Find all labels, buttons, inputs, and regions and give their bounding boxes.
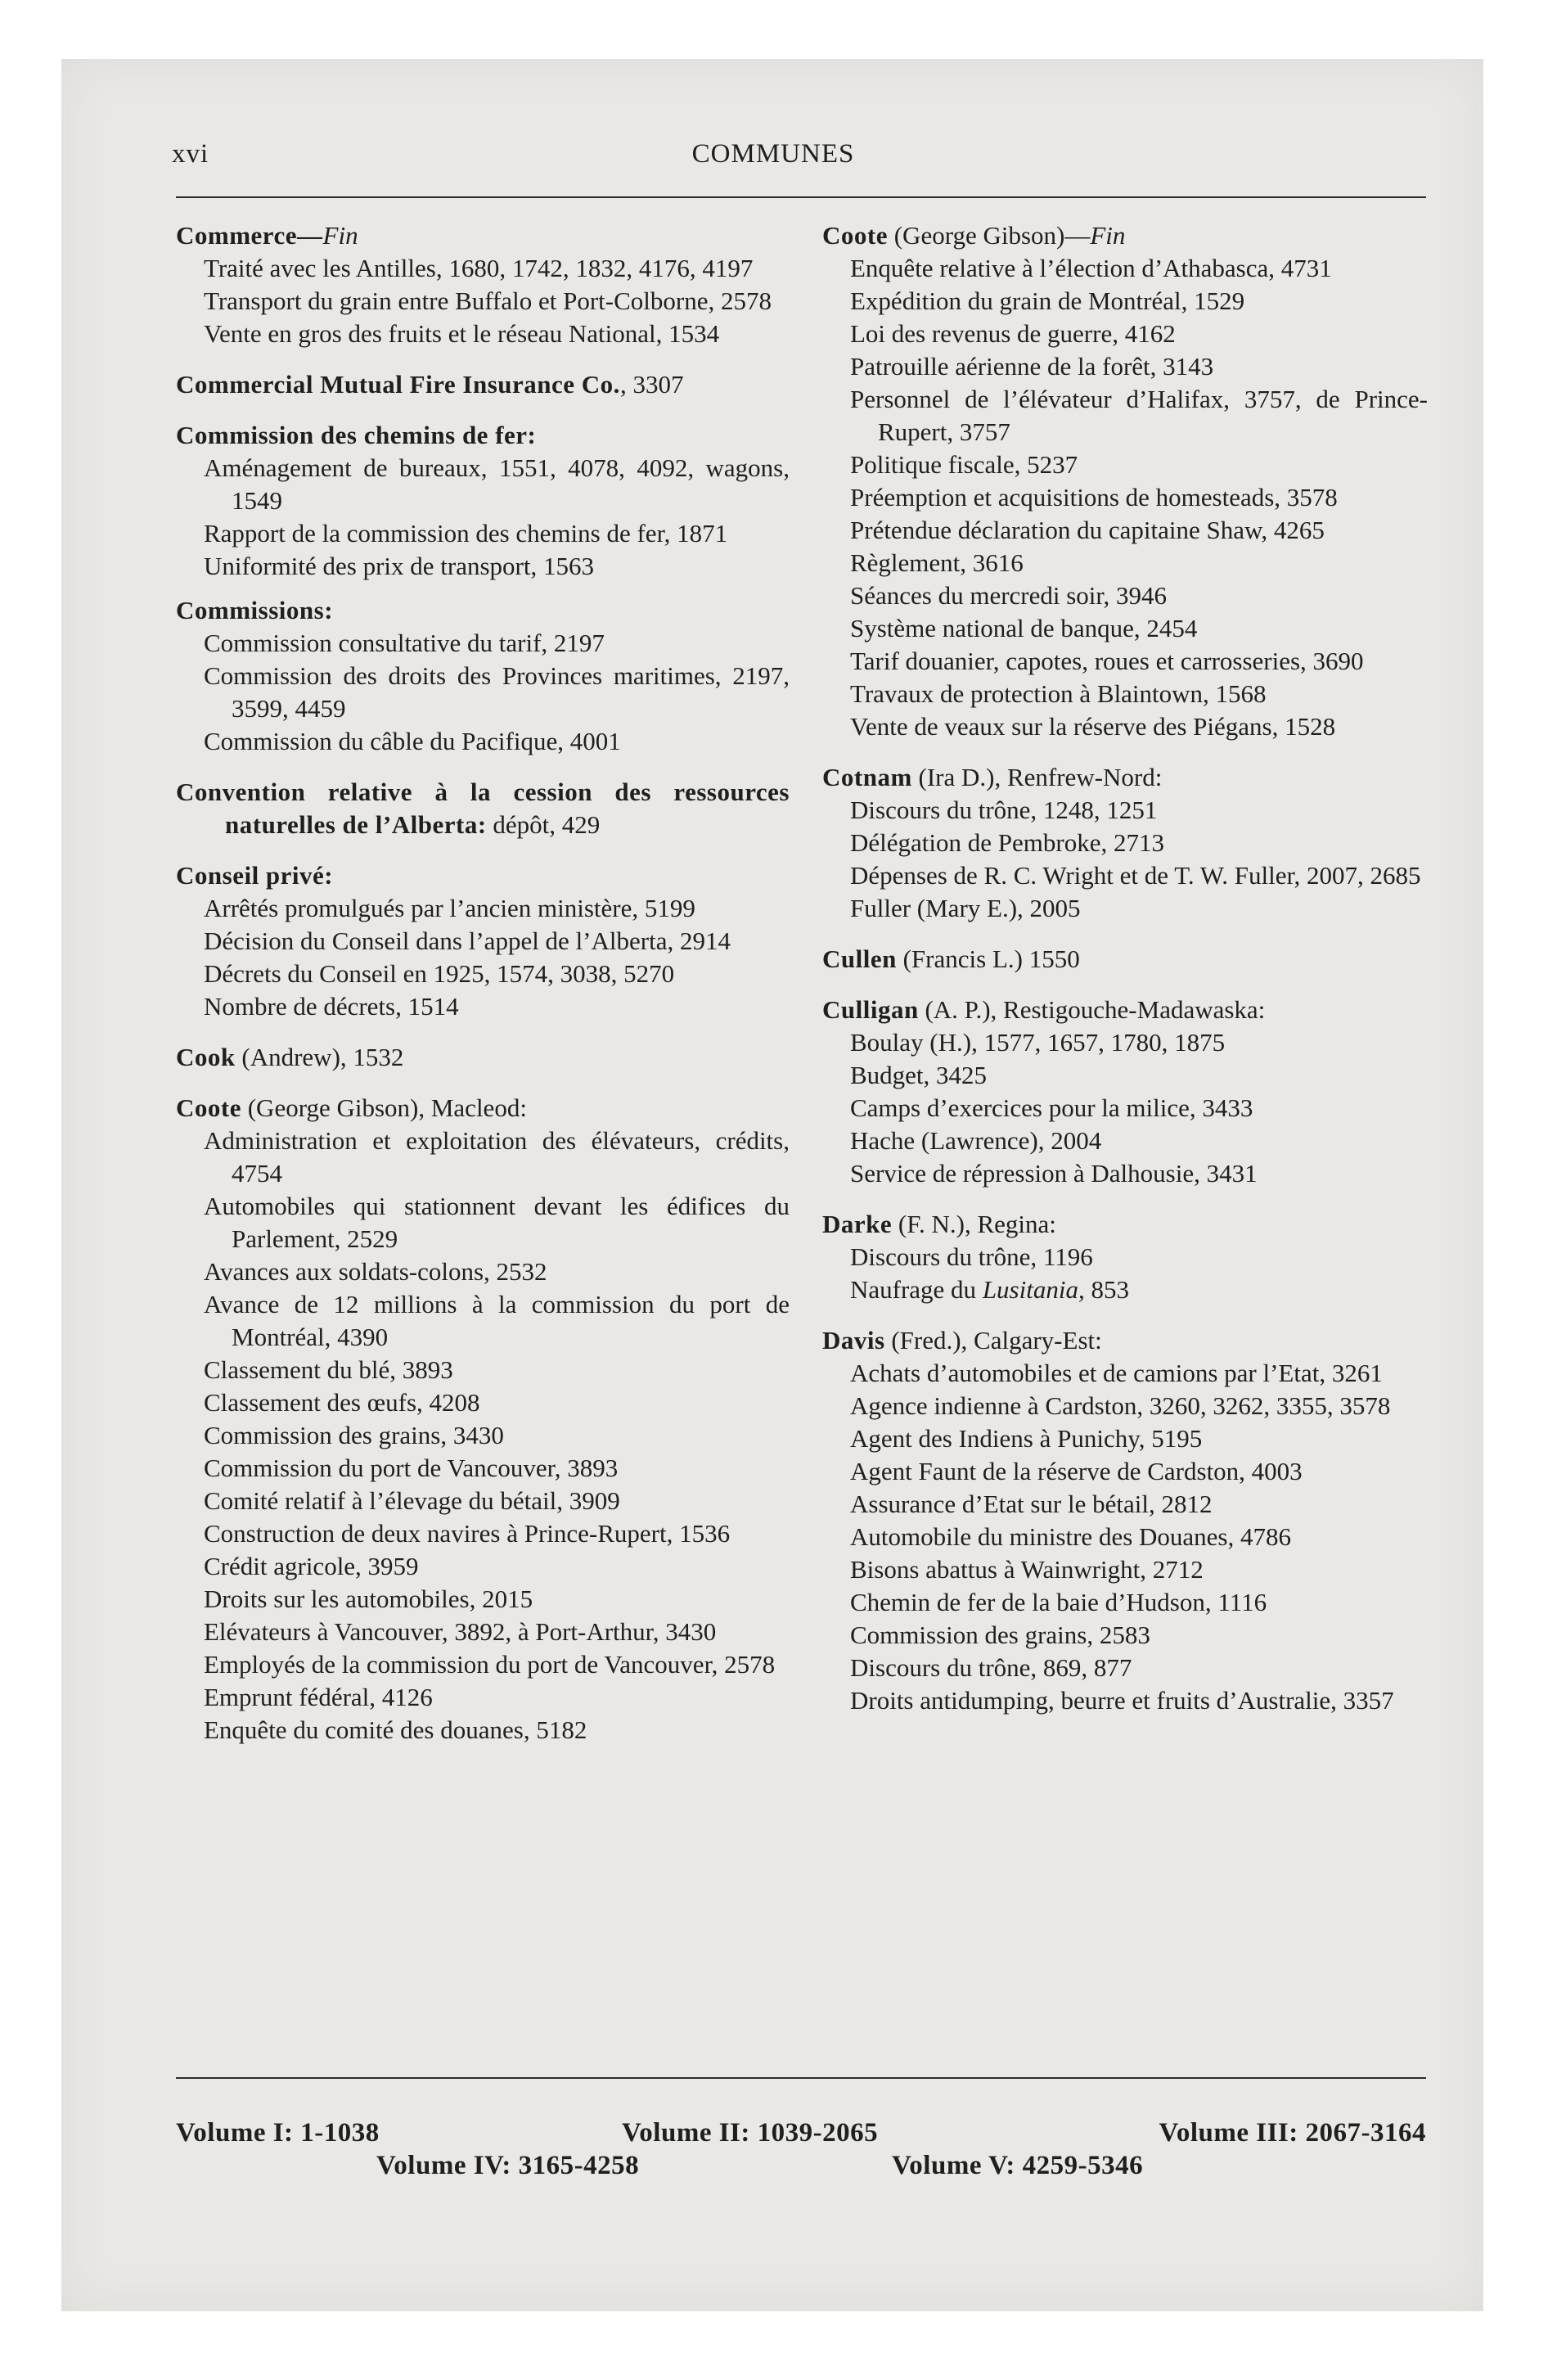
entry-text: Bisons abattus à Wainwright, 2712 <box>850 1555 1204 1584</box>
index-heading <box>176 1092 790 1125</box>
index-entry <box>822 1157 1428 1190</box>
entry-title: Lusitania, <box>982 1275 1085 1304</box>
heading-name: Darke <box>822 1210 893 1238</box>
entry-text: Commission des droits des Provinces maritimes, 2197, 3599, 4459 <box>204 661 790 723</box>
volume-range-5: Volume V: 4259-5346 <box>892 2151 1144 2180</box>
index-entry <box>176 725 790 758</box>
entry-text: Commission des grains, 2583 <box>850 1620 1150 1649</box>
heading-name: Cook <box>176 1043 236 1071</box>
entry-text: Fuller (Mary E.), 2005 <box>850 894 1081 922</box>
heading-name: Culligan <box>822 995 919 1024</box>
index-entry <box>822 892 1428 925</box>
entry-text: Traité avec les Antilles, 1680, 1742, 1832, 4176, 4197 <box>204 254 754 282</box>
entry-text: Classement des œufs, 4208 <box>204 1388 480 1417</box>
entry-text: Commission du câble du Pacifique, 4001 <box>204 727 621 755</box>
entry-text: Enquête du comité des douanes, 5182 <box>204 1715 587 1744</box>
entry-text: Droits sur les automobiles, 2015 <box>204 1584 533 1613</box>
index-entry <box>176 990 790 1023</box>
entry-text: Commission consultative du tarif, 2197 <box>204 629 605 657</box>
entry-text: Discours du trône, 869, 877 <box>850 1653 1132 1682</box>
running-title: COMMUNES <box>691 139 855 169</box>
index-entry <box>822 1390 1428 1422</box>
index-entry <box>822 318 1428 350</box>
heading-name: Cotnam <box>822 763 912 791</box>
heading-detail: (Francis L.) 1550 <box>896 944 1080 973</box>
index-entry <box>176 1550 790 1583</box>
heading-name: Coote <box>822 221 888 250</box>
heading-detail: , 3307 <box>619 370 684 399</box>
index-entry <box>822 612 1428 645</box>
entry-text: Elévateurs à Vancouver, 3892, à Port-Arthur, 3430 <box>204 1617 717 1646</box>
entry-text: Discours du trône, 1196 <box>850 1242 1093 1271</box>
index-entry <box>822 481 1428 514</box>
heading-name: Commerce— <box>176 221 323 250</box>
heading-name: Convention relative à la cession des ressources naturelles de l’Alberta: <box>176 778 790 839</box>
entry-text: Rapport de la commission des chemins de fer, 1871 <box>204 519 728 548</box>
entry-text: Avance de 12 millions à la commission du port de Montréal, 4390 <box>204 1290 790 1351</box>
index-entry <box>822 547 1428 579</box>
index-entry <box>176 1255 790 1288</box>
index-entry <box>176 627 790 660</box>
index-entry <box>176 958 790 990</box>
entry-text: Automobile du ministre des Douanes, 4786 <box>850 1522 1291 1551</box>
volume-range-3: Volume III: 2067-3164 <box>1159 2118 1426 2148</box>
heading-detail: (F. N.), Regina: <box>892 1210 1056 1238</box>
entry-text: Prétendue déclaration du capitaine Shaw, 4265 <box>850 516 1325 544</box>
index-entry <box>822 1619 1428 1652</box>
entry-text: Personnel de l’élévateur d’Halifax, 3757, de Prince-Rupert, 3757 <box>850 385 1428 446</box>
page-number: xvi <box>172 139 209 169</box>
index-entry <box>176 892 790 925</box>
entry-text: Naufrage du <box>850 1275 983 1304</box>
entry-text: Chemin de fer de la baie d’Hudson, 1116 <box>850 1588 1267 1616</box>
index-entry <box>822 1241 1428 1273</box>
entry-text: Tarif douanier, capotes, roues et carrosseries, 3690 <box>850 647 1364 675</box>
entry-text: Employés de la commission du port de Vancouver, 2578 <box>204 1650 776 1679</box>
heading-name: Commissions: <box>176 596 334 624</box>
index-entry <box>822 514 1428 547</box>
entry-text: Décision du Conseil dans l’appel de l’Alberta, 2914 <box>204 926 731 955</box>
index-entry <box>822 1488 1428 1521</box>
index-entry <box>822 252 1428 285</box>
entry-text: Dépenses de R. C. Wright et de T. W. Fuller, 2007, 2685 <box>850 861 1421 890</box>
index-entry <box>822 1422 1428 1455</box>
index-entry <box>176 925 790 958</box>
header-rule <box>176 196 1426 198</box>
entry-text: Service de répression à Dalhousie, 3431 <box>850 1159 1258 1188</box>
index-entry <box>822 1586 1428 1619</box>
index-entry <box>822 383 1428 449</box>
index-entry <box>822 1684 1428 1717</box>
index-entry <box>822 1521 1428 1553</box>
heading-suffix: Fin <box>322 221 358 250</box>
index-entry <box>822 579 1428 612</box>
index-entry <box>176 1714 790 1747</box>
entry-text: Agence indienne à Cardston, 3260, 3262, 3355, 3578 <box>850 1391 1391 1420</box>
heading-detail: (George Gibson)— <box>887 221 1091 250</box>
index-entry <box>822 1553 1428 1586</box>
index-entry <box>176 1125 790 1190</box>
heading-suffix: Fin <box>1090 221 1126 250</box>
entry-text: Agent Faunt de la réserve de Cardston, 4003 <box>850 1457 1303 1485</box>
index-entry <box>176 1452 790 1485</box>
index-entry <box>822 1652 1428 1684</box>
entry-text: Vente en gros des fruits et le réseau National, 1534 <box>204 319 720 348</box>
index-entry <box>822 794 1428 827</box>
index-heading <box>822 219 1428 252</box>
index-entry <box>176 252 790 285</box>
index-heading <box>822 943 1428 976</box>
entry-text: Expédition du grain de Montréal, 1529 <box>850 286 1245 315</box>
index-entry <box>176 452 790 517</box>
index-entry <box>176 1616 790 1648</box>
index-heading <box>822 994 1428 1026</box>
volume-range-1: Volume I: 1-1038 <box>176 2118 380 2148</box>
index-entry <box>176 1681 790 1714</box>
index-entry <box>822 1357 1428 1390</box>
index-entry <box>176 1517 790 1550</box>
entry-text: Séances du mercredi soir, 3946 <box>850 581 1168 610</box>
heading-name: Commercial Mutual Fire Insurance Co. <box>176 370 620 399</box>
index-entry <box>822 859 1428 892</box>
entry-text: Automobiles qui stationnent devant les édifices du Parlement, 2529 <box>204 1192 790 1253</box>
index-entry <box>176 660 790 725</box>
entry-text: Droits antidumping, beurre et fruits d’Australie, 3357 <box>850 1686 1394 1715</box>
index-entry <box>176 1288 790 1354</box>
index-heading <box>176 859 790 892</box>
entry-text: Comité relatif à l’élevage du bétail, 3909 <box>204 1486 620 1515</box>
index-column-right <box>822 219 1428 1717</box>
entry-text: Travaux de protection à Blaintown, 1568 <box>850 679 1267 708</box>
entry-text: Discours du trône, 1248, 1251 <box>850 796 1158 824</box>
index-entry <box>822 645 1428 678</box>
index-heading <box>822 1208 1428 1241</box>
entry-text: Patrouille aérienne de la forêt, 3143 <box>850 352 1214 381</box>
heading-detail: (Ira D.), Renfrew-Nord: <box>911 763 1163 791</box>
index-heading <box>176 594 790 627</box>
entry-text: Préemption et acquisitions de homesteads, 3578 <box>850 483 1338 512</box>
index-entry <box>822 1125 1428 1157</box>
heading-detail: (A. P.), Restigouche-Madawaska: <box>918 995 1266 1024</box>
entry-text: Délégation de Pembroke, 2713 <box>850 828 1164 857</box>
entry-text: Assurance d’Etat sur le bétail, 2812 <box>850 1490 1213 1518</box>
index-entry <box>176 1354 790 1386</box>
entry-text: Enquête relative à l’élection d’Athabasca, 4731 <box>850 254 1332 282</box>
entry-text: Aménagement de bureaux, 1551, 4078, 4092, wagons, 1549 <box>204 453 790 515</box>
entry-text: Commission du port de Vancouver, 3893 <box>204 1454 619 1482</box>
index-entry <box>176 1190 790 1255</box>
heading-detail: (George Gibson), Macleod: <box>241 1093 527 1122</box>
entry-text: Classement du blé, 3893 <box>204 1355 453 1384</box>
entry-text: Uniformité des prix de transport, 1563 <box>204 552 594 580</box>
heading-name: Cullen <box>822 944 897 973</box>
heading-name: Coote <box>176 1093 241 1122</box>
entry-text: Administration et exploitation des élévateurs, crédits, 4754 <box>204 1126 790 1188</box>
entry-text: Emprunt fédéral, 4126 <box>204 1683 433 1711</box>
entry-page: 853 <box>1084 1275 1129 1304</box>
index-entry <box>822 1059 1428 1092</box>
index-entry <box>822 1026 1428 1059</box>
index-heading <box>176 219 790 252</box>
index-heading <box>822 761 1428 794</box>
index-entry <box>822 1092 1428 1125</box>
index-heading <box>822 1324 1428 1357</box>
index-entry <box>822 1273 1428 1306</box>
index-entry <box>822 827 1428 859</box>
index-entry <box>822 710 1428 743</box>
entry-text: Loi des revenus de guerre, 4162 <box>850 319 1176 348</box>
index-column-left <box>176 219 790 1747</box>
entry-text: Nombre de décrets, 1514 <box>204 992 459 1021</box>
entry-text: Arrêtés promulgués par l’ancien ministère, 5199 <box>204 894 695 922</box>
entry-text: Avances aux soldats-colons, 2532 <box>204 1257 547 1286</box>
index-heading <box>176 776 790 841</box>
volume-range-4: Volume IV: 3165-4258 <box>376 2151 640 2180</box>
index-entry <box>176 517 790 550</box>
footer-rule <box>176 2077 1426 2079</box>
index-heading <box>176 368 790 401</box>
index-entry <box>176 318 790 350</box>
heading-detail: dépôt, 429 <box>486 810 601 839</box>
index-entry <box>822 350 1428 383</box>
heading-name: Conseil privé: <box>176 861 334 890</box>
entry-text: Boulay (H.), 1577, 1657, 1780, 1875 <box>850 1028 1226 1057</box>
page-header <box>123 121 1424 170</box>
entry-text: Hache (Lawrence), 2004 <box>850 1126 1102 1155</box>
index-entry <box>176 1386 790 1419</box>
entry-text: Crédit agricole, 3959 <box>204 1552 419 1580</box>
index-heading <box>176 419 790 452</box>
heading-detail: (Andrew), 1532 <box>235 1043 404 1071</box>
index-entry <box>176 1419 790 1452</box>
index-entry <box>176 1485 790 1517</box>
index-entry <box>822 1455 1428 1488</box>
entry-text: Transport du grain entre Buffalo et Port-Colborne, 2578 <box>204 286 772 315</box>
entry-text: Agent des Indiens à Punichy, 5195 <box>850 1424 1203 1453</box>
heading-detail: (Fred.), Calgary-Est: <box>884 1326 1102 1355</box>
index-entry <box>822 678 1428 710</box>
entry-text: Vente de veaux sur la réserve des Piégans, 1528 <box>850 712 1336 741</box>
index-heading <box>176 1041 790 1074</box>
heading-name: Commission des chemins de fer: <box>176 421 537 449</box>
entry-text: Politique fiscale, 5237 <box>850 450 1078 479</box>
heading-name: Davis <box>822 1326 885 1355</box>
index-entry <box>822 449 1428 481</box>
index-entry <box>822 285 1428 318</box>
entry-text: Système national de banque, 2454 <box>850 614 1198 642</box>
index-entry <box>176 550 790 583</box>
index-entry <box>176 1583 790 1616</box>
entry-text: Achats d’automobiles et de camions par l’Etat, 3261 <box>850 1359 1383 1387</box>
index-entry <box>176 1648 790 1681</box>
entry-text: Camps d’exercices pour la milice, 3433 <box>850 1093 1253 1122</box>
entry-text: Règlement, 3616 <box>850 548 1024 577</box>
index-entry <box>176 285 790 318</box>
volume-range-2: Volume II: 1039-2065 <box>622 2118 879 2148</box>
entry-text: Commission des grains, 3430 <box>204 1421 504 1449</box>
entry-text: Budget, 3425 <box>850 1061 988 1089</box>
entry-text: Décrets du Conseil en 1925, 1574, 3038, 5270 <box>204 959 675 988</box>
entry-text: Construction de deux navires à Prince-Rupert, 1536 <box>204 1519 731 1548</box>
